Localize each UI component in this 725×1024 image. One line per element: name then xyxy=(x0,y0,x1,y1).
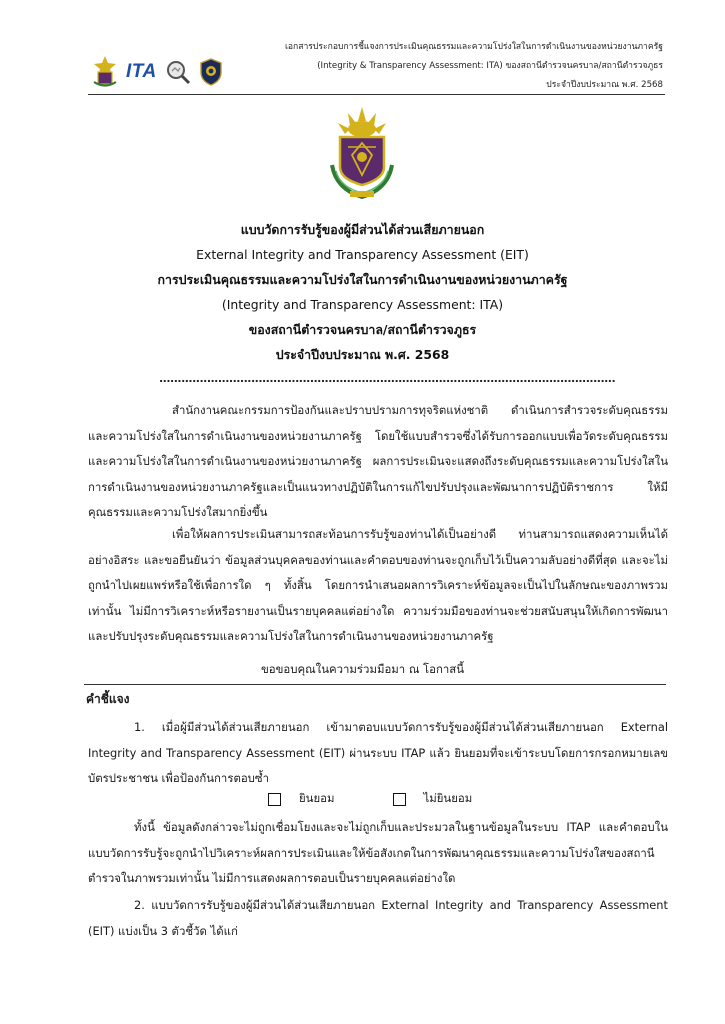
title-block xyxy=(0,217,725,367)
instruction-item-2: 2. แบบวัดการรับรู้ของผู้มีส่วนได้ส่วนเสียภายนอก External Integrity and Transparency Assessment (EIT) แบ่งเป็น 3 ตัวชี้วัด ได้แก่ xyxy=(88,898,668,938)
thanks-line: ขอขอบคุณในความร่วมมือมา ณ โอกาสนี้ xyxy=(260,662,465,676)
nacc-emblem-icon xyxy=(92,55,118,89)
dotted-separator: ............................................................................................................................ xyxy=(159,372,616,385)
header-line-1: เอกสารประกอบการชี้แจงการประเมินคุณธรรมและความโปร่งใสในการดำเนินงานของหน่วยงานภาครัฐ xyxy=(284,42,663,52)
header-logos xyxy=(92,54,223,90)
police-badge-icon xyxy=(199,58,223,86)
instructions-heading: คำชี้แจง xyxy=(86,692,130,706)
magnifier-icon xyxy=(165,59,191,85)
intro-paragraph-1: สำนักงานคณะกรรมการป้องกันและปราบปรามการทุจริตแห่งชาติ ดำเนินการสำรวจระดับคุณธรรมและความโปร่งใสในการดำเนินงานของหน่วยงานภาครัฐ โดยใช้แบบสำรวจซึ่งได้รับการออกแบบเพื่อวัดระดับคุณธรรมและความโปร่งใสในการดำเนินงานของหน่วยงานภาครัฐ ผลการประเมินจะแสดงถึงระดับคุณธรรมและความโปร่งใสในการดำเนินงานของหน่วยงานภาครัฐและเป็นแนวทางปฏิบัติในการแก้ไขปรับปรุงและพัฒนาการปฏิบัติราชการ ให้มีคุณธรรมและความโปร่งใสมากยิ่งขึ้น xyxy=(88,403,668,519)
nacc-emblem-icon xyxy=(326,105,398,201)
header-line-3: ประจำปีงบประมาณ พ.ศ. 2568 xyxy=(546,80,663,90)
header-line-2: (Integrity & Transparency Assessment: ITA) ของสถานีตำรวจนครบาล/สถานีตำรวจภูธร xyxy=(317,61,663,71)
ita-logo: ITA xyxy=(126,61,157,82)
title-line-1: แบบวัดการรับรู้ของผู้มีส่วนได้ส่วนเสียภายนอก xyxy=(240,222,485,237)
consent-yes-checkbox[interactable] xyxy=(268,793,281,806)
title-line-6: ประจำปีงบประมาณ พ.ศ. 2568 xyxy=(275,347,450,362)
title-line-4: (Integrity and Transparency Assessment: ITA) xyxy=(221,297,504,312)
consent-no-label: ไม่ยินยอม xyxy=(423,791,473,805)
consent-no-checkbox[interactable] xyxy=(393,793,406,806)
intro-paragraph-2: เพื่อให้ผลการประเมินสามารถสะท้อนการรับรู้ของท่านได้เป็นอย่างดี ท่านสามารถแสดงความเห็นได้อย่างอิสระ และขอยืนยันว่า ข้อมูลส่วนบุคคลของท่านและคำตอบของท่านจะถูกเก็บไว้เป็นความลับอย่างดีที่สุด และจะไม่ถูกนำไปเผยแพร่หรือใช้เพื่อการใด ๆ ทั้งสิ้น โดยการนำเสนอผลการวิเคราะห์ข้อมูลจะเป็นไปในลักษณะของภาพรวมเท่านั้น ไม่มีการวิเคราะห์หรือรายงานเป็นรายบุคคลแต่อย่างใด ความร่วมมือของท่านจะช่วยสนับสนุนให้เกิดการพัฒนาและปรับปรุงระดับคุณธรรมและความโปร่งใสในการดำเนินงานของหน่วยงานภาครัฐ xyxy=(88,527,668,643)
header-text xyxy=(285,38,663,95)
consent-choices xyxy=(268,790,472,808)
title-line-5: ของสถานีตำรวจนครบาล/สถานีตำรวจภูธร xyxy=(248,322,477,337)
title-line-3: การประเมินคุณธรรมและความโปร่งใสในการดำเนินงานของหน่วยงานภาครัฐ xyxy=(157,272,568,287)
consent-yes-label: ยินยอม xyxy=(299,791,335,805)
instruction-item-1: 1. เมื่อผู้มีส่วนได้ส่วนเสียภายนอก เข้ามาตอบแบบวัดการรับรู้ของผู้มีส่วนได้ส่วนเสียภายนอก External Integrity and Transparency Assessment (EIT) ผ่านระบบ ITAP แล้ว ยินยอมที่จะเข้าระบบโดยการกรอกหมายเลขบัตรประชาชน เพื่อป้องกันการตอบซ้ำ xyxy=(88,720,668,785)
consent-yes-option[interactable] xyxy=(268,790,335,808)
consent-no-option[interactable] xyxy=(393,790,473,808)
title-line-2: External Integrity and Transparency Assessment (EIT) xyxy=(196,247,529,262)
privacy-note-paragraph: ทั้งนี้ ข้อมูลดังกล่าวจะไม่ถูกเชื่อมโยงและจะไม่ถูกเก็บและประมวลในฐานข้อมูลในระบบ ITAP และคำตอบในแบบวัดการรับรู้จะถูกนำไปวิเคราะห์ผลการประเมินและให้ข้อสังเกตในการพัฒนาคุณธรรมและความโปร่งใสของสถานีตำรวจในภาพรวมเท่านั้น ไม่มีการแสดงผลการตอบเป็นรายบุคคลแต่อย่างใด xyxy=(88,820,668,885)
section-divider xyxy=(84,684,666,685)
header-divider xyxy=(88,94,665,95)
